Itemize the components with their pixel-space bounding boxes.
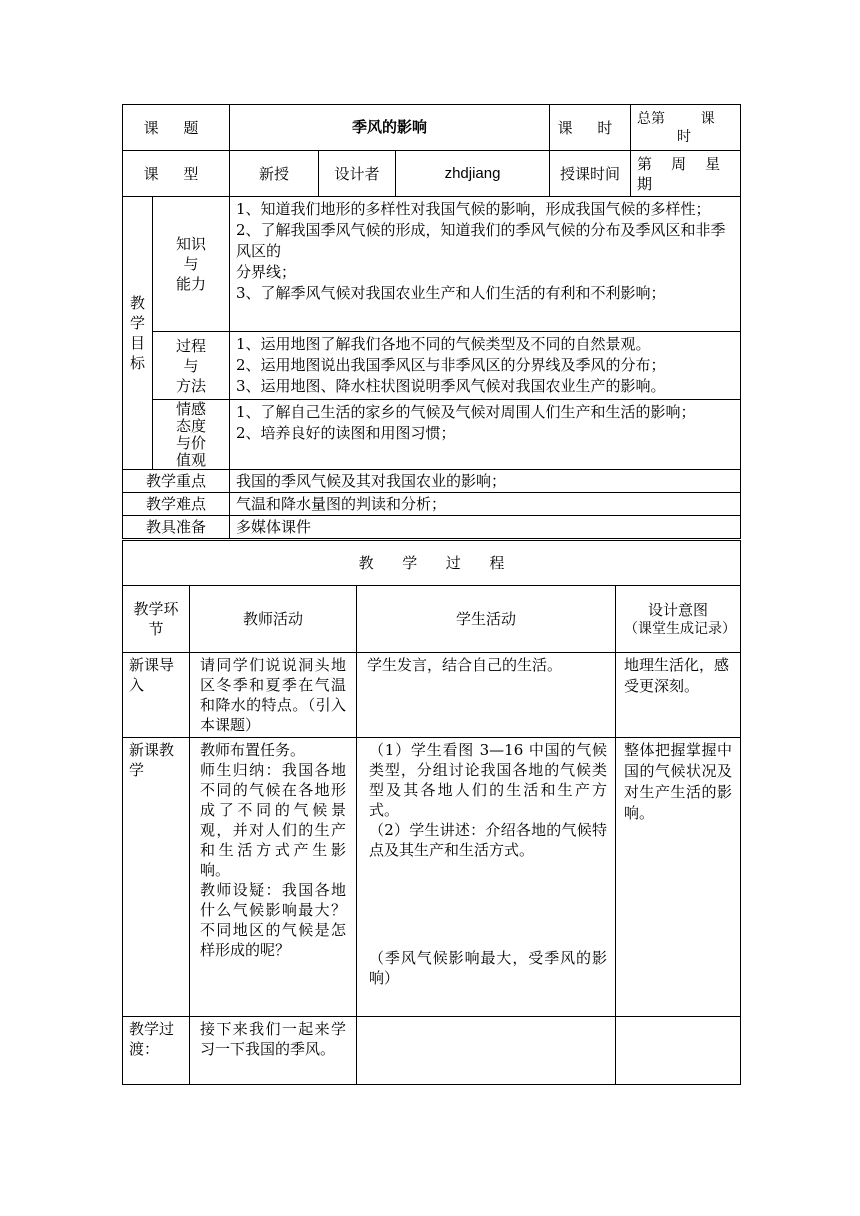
type-value: 新授 [230, 151, 319, 197]
emotion-label [153, 400, 230, 470]
knowledge-line: 1、知道我们地形的多样性对我国气候的影响，形成我国气候的多样性； [236, 200, 711, 218]
materials-value: 多媒体课件 [230, 516, 741, 539]
emotion-label-line: 值观 [175, 450, 206, 469]
table-row [123, 738, 741, 1017]
time-value [631, 151, 741, 197]
intent-header-line1: 设计意图 [648, 601, 709, 619]
objectives-group-label [123, 197, 153, 470]
period-value-line2: 时 [677, 128, 692, 145]
knowledge-line: 2、了解我国季风气候的形成，知道我们的季风气候的分布及季风区和非季风区的 [236, 221, 726, 260]
knowledge-label-line: 知识 [175, 235, 206, 253]
lesson-header-table [122, 104, 741, 539]
emotion-line: 1、了解自己生活的家乡的气候及气候对周围人们生产和生活的影响； [236, 403, 696, 421]
key-points-value: 我国的季风气候及其对我国农业的影响； [230, 470, 741, 493]
intent-cell: 地理生活化，感受更深刻。 [616, 653, 741, 738]
student-paragraph: （1）学生看图 3—16 中国的气候类型，分组讨论我国各地的气候类型及其各地人们的生活和生产方式。 [369, 741, 607, 819]
process-content [230, 332, 741, 400]
time-value-line1: 第 周 星 [637, 154, 721, 173]
subject-label: 课 题 [123, 105, 230, 151]
materials-label: 教具准备 [123, 516, 230, 539]
period-value [631, 105, 741, 151]
process-label [153, 332, 230, 400]
table-row [123, 1017, 741, 1085]
student-paragraph: （2）学生讲述：介绍各地的气候特点及其生产和生活方式。 [369, 821, 607, 859]
knowledge-label-line: 能力 [175, 275, 206, 293]
knowledge-line: 3、了解季风气候对我国农业生产和人们生活的有利和不利影响； [236, 284, 666, 302]
process-label-line: 过程 [175, 336, 206, 355]
intent-header [616, 586, 741, 653]
emotion-content [230, 400, 741, 470]
student-header: 学生活动 [357, 586, 616, 653]
knowledge-content [230, 197, 741, 332]
subject-value: 季风的影响 [230, 105, 550, 151]
time-value-line2: 期 [637, 174, 653, 193]
process-label-line: 与 [183, 356, 199, 375]
knowledge-line: 分界线； [236, 263, 297, 281]
designer-label: 设计者 [319, 151, 396, 197]
stage-cell: 教学过渡： [123, 1017, 190, 1085]
key-points-label: 教学重点 [123, 470, 230, 493]
student-cell [357, 1017, 616, 1085]
type-label: 课 型 [123, 151, 230, 197]
emotion-label-line: 态度 [175, 416, 206, 435]
intent-header-line2: （课堂生成记录） [624, 621, 736, 637]
emotion-label-line: 与价 [175, 433, 206, 452]
teacher-paragraph: 教师设疑：我国各地什么气候影响最大？不同地区的气候是怎样形成的呢？ [200, 881, 346, 959]
knowledge-label [153, 197, 230, 332]
teacher-cell: 请同学们说说洞头地区冬季和夏季在气温和降水的特点。（引入本课题） [190, 653, 357, 738]
teacher-cell [190, 738, 357, 1017]
teacher-paragraph: 师生归纳：我国各地不同的气候在各地形成了不同的气候景观，并对人们的生产和生活方式产生影响。 [200, 761, 346, 879]
difficulties-value: 气温和降水量图的判读和分析； [230, 493, 741, 516]
teacher-cell: 接下来我们一起来学习一下我国的季风。 [190, 1017, 357, 1085]
objectives-label-char: 教 [129, 294, 145, 312]
intent-cell: 整体把握掌握中国的气候状况及对生产生活的影响。 [616, 738, 741, 1017]
period-label: 课 时 [550, 105, 631, 151]
teaching-process-table [122, 540, 741, 1085]
time-label: 授课时间 [550, 151, 631, 197]
student-cell: 学生发言，结合自己的生活。 [357, 653, 616, 738]
student-cell [357, 738, 616, 1017]
emotion-line: 2、培养良好的读图和用图习惯； [236, 424, 456, 442]
teacher-paragraph: 教师布置任务。 [200, 741, 306, 759]
table-row [123, 653, 741, 738]
stage-cell: 新课教学 [123, 738, 190, 1017]
difficulties-label: 教学难点 [123, 493, 230, 516]
designer-value: zhdjiang [396, 151, 550, 197]
process-line: 2、运用地图说出我国季风区与非季风区的分界线及季风的分布； [236, 356, 666, 374]
process-title: 教 学 过 程 [123, 541, 741, 586]
process-line: 1、运用地图了解我们各地不同的气候类型及不同的自然景观。 [236, 335, 651, 353]
objectives-label-char: 目 [129, 334, 145, 352]
process-label-line: 方法 [175, 376, 206, 395]
period-value-line1: 总第 课 [637, 110, 715, 127]
objectives-label-char: 学 [129, 314, 145, 332]
teacher-header: 教师活动 [190, 586, 357, 653]
stage-header: 教学环节 [123, 586, 190, 653]
process-line: 3、运用地图、降水柱状图说明季风气候对我国农业生产的影响。 [236, 377, 666, 395]
objectives-label-char: 标 [129, 354, 145, 372]
knowledge-label-line: 与 [183, 255, 199, 273]
emotion-label-line: 情感 [175, 399, 206, 418]
stage-cell: 新课导入 [123, 653, 190, 738]
intent-cell [616, 1017, 741, 1085]
student-paragraph: （季风气候影响最大，受季风的影响） [369, 949, 607, 987]
